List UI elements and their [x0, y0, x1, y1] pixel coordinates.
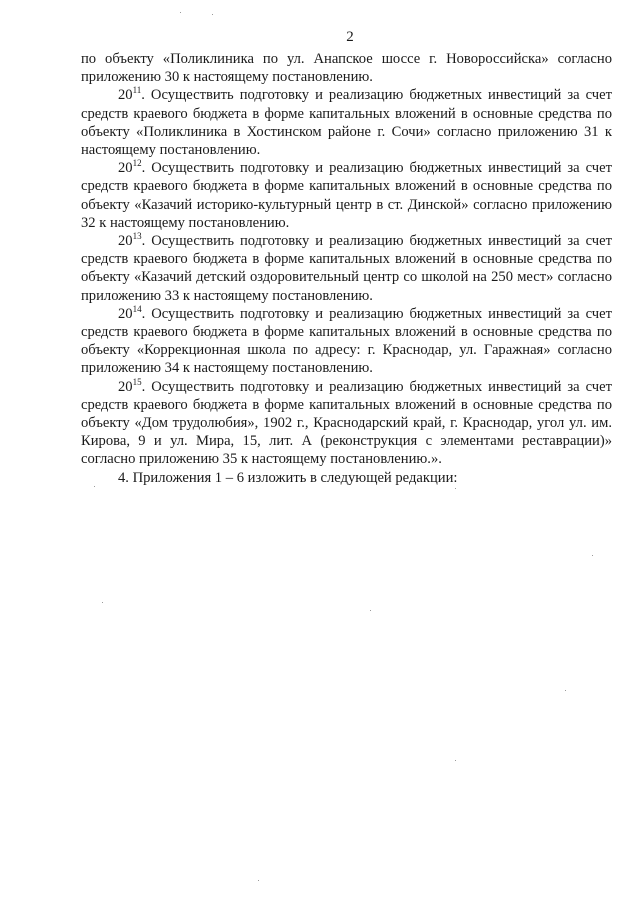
paragraph-continuation: [81, 50, 612, 86]
document-body: [81, 50, 612, 487]
scan-speck: [565, 690, 566, 691]
paragraph-number: 20: [118, 378, 133, 395]
paragraph-number-superscript: 15: [132, 376, 142, 387]
paragraph-20-11: [81, 86, 612, 159]
scan-speck: [180, 12, 181, 13]
paragraph-text: . Осуществить подготовку и реализацию бюджетных инвестиций за счет средств краевого бюджета в форме капитальных вложений в основные средства по объекту «Коррекционная школа по адресу: г. Краснодар, ул. Гаражная» согласно приложению 34 к настоящему постановлению.: [81, 305, 612, 377]
paragraph-text: . Осуществить подготовку и реализацию бюджетных инвестиций за счет средств краевого бюджета в форме капитальных вложений в основные средства по объекту «Казачий историко-культурный центр в ст. Динской» согласно приложению 32 к настоящему постановлению.: [81, 160, 612, 231]
paragraph-20-15: [81, 378, 612, 469]
scan-speck: [94, 486, 95, 487]
paragraph-20-12: [81, 159, 612, 232]
paragraph-number-superscript: 12: [132, 158, 142, 169]
paragraph-text: по объекту «Поликлиника по ул. Анапское шоссе г. Новороссийска» согласно приложению 30 к настоящему постановлению.: [81, 51, 612, 86]
paragraph-20-13: [81, 232, 612, 305]
scan-speck: [258, 880, 259, 881]
paragraph-4: [81, 469, 612, 487]
paragraph-text: . Осуществить подготовку и реализацию бюджетных инвестиций за счет средств краевого бюджета в форме капитальных вложений в основные средства по объекту «Поликлиника в Хостинском районе г. Сочи» согласно приложению 31 к настоящему постановлению.: [81, 87, 612, 159]
paragraph-text: . Осуществить подготовку и реализацию бюджетных инвестиций за счет средств краевого бюджета в форме капитальных вложений в основные средства по объекту «Казачий детский оздоровительный центр со школой на 250 мест» согласно приложению 33 к настоящему постановлению.: [81, 233, 612, 304]
paragraph-number-superscript: 13: [132, 231, 142, 242]
scan-speck: [212, 14, 213, 15]
scan-speck: [370, 610, 371, 611]
paragraph-text: 4. Приложения 1 – 6 изложить в следующей редакции:: [118, 469, 458, 486]
scan-speck: [455, 488, 456, 489]
paragraph-text: . Осуществить подготовку и реализацию бюджетных инвестиций за счет средств краевого бюджета в форме капитальных вложений в основные средства по объекту «Дом трудолюбия», 1902 г., Краснодарский край, г. Краснодар, угол ул. им. Кирова, 9 и ул. Мира, 15, лит. А (реконструкция с элементами реставрации)» согласно приложению 35 к настоящему постановлению.».: [81, 378, 612, 468]
paragraph-number: 20: [118, 305, 133, 322]
scan-speck: [592, 555, 593, 556]
paragraph-number-superscript: 14: [132, 303, 142, 314]
paragraph-20-14: [81, 305, 612, 378]
scan-speck: [455, 760, 456, 761]
page-number: 2: [346, 29, 354, 45]
paragraph-number: 20: [118, 87, 133, 104]
paragraph-number: 20: [118, 233, 133, 250]
paragraph-number-superscript: 11: [132, 85, 142, 96]
scan-speck: [102, 602, 103, 603]
paragraph-number: 20: [118, 160, 133, 177]
